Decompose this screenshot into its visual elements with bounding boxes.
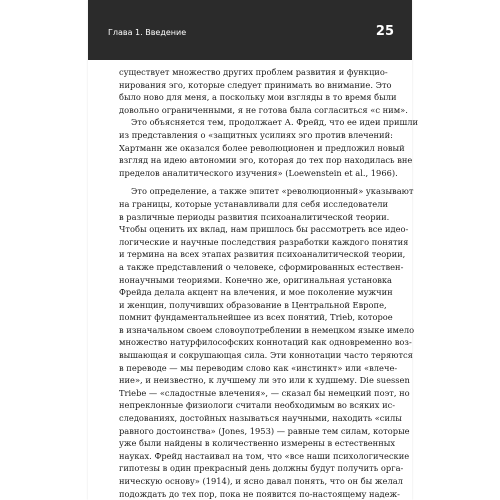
text-line: из представления о «защитных усилиях эго против влечений: (119, 129, 393, 140)
text-line: в переводе — мы переводим слово как «инстинкт» или «влече- (119, 362, 398, 373)
text-line: нонаучными теориями. Конечно же, оригинальная установка (119, 274, 392, 285)
text-line: ническую основу» (1914), и ясно давал понять, что он бы желал (119, 476, 403, 486)
chapter-title: Глава 1. Введение (108, 28, 187, 37)
text-line: Это определение, а также эпитет «революционный» указывают (131, 186, 414, 197)
text-line: Это объясняется тем, продолжает А. Фрейд, что ее идеи пришли (131, 117, 419, 128)
text-line: следованиях, достойных называться научными, находить «силы (119, 413, 402, 424)
text-line: взгляд на идею автономии эго, которая до тех пор находилась вне (119, 155, 413, 166)
text-line: подождать до тех пор, пока не появится по-настоящему надеж- (119, 488, 400, 499)
body-text (119, 66, 419, 500)
text-line: равного достоинства» (Jones, 1953) — равные тем силам, которые (119, 425, 410, 436)
text-line: в различные периоды развития психоаналитической теории. (119, 211, 390, 222)
text-line: уже были найдены в количественно измерены в естественных (119, 438, 396, 449)
page-number: 25 (375, 24, 394, 39)
text-line: вышающая и сокрушающая сила. Эти коннотации часто теряются (119, 350, 413, 361)
text-line: нирования эго, которые следует принимать во внимание. Это (119, 79, 392, 90)
paragraph-1 (119, 66, 408, 116)
text-line: науках. Фрейд настаивал на том, что «все наши психологические (119, 450, 410, 461)
text-line: и термина на всех этапах развития психоаналитической теории, (119, 249, 406, 260)
text-line: существует множество других проблем развития и функцио- (119, 67, 388, 77)
text-line: довольно ограниченными, я не готова была согласиться «с ним». (119, 104, 408, 115)
paragraph-3 (119, 185, 415, 500)
text-line: в изначальном своем словоупотреблении в немецком языке имело (119, 324, 415, 335)
text-line: было ново для меня, а поскольку мои взгляды в то время были (119, 92, 397, 103)
text-line: непреклонные физиологи считали необходимым во всяких ис- (119, 400, 396, 411)
text-line: Хартманн же оказался более революционен и предложил новый (119, 142, 405, 153)
book-page (88, 0, 419, 500)
text-line: множество натурфилософских коннотаций как одновременно воз- (119, 337, 412, 348)
text-line: Triebe — «сладостные влечения», — сказал бы немецкий поэт, но (119, 387, 410, 398)
paragraph-2 (119, 116, 419, 179)
text-line: ние», и неизвестно, к лучшему ли это или к худшему. Die suessen (119, 375, 410, 386)
text-line: и женщин, получивших образование в Центральной Европе, (119, 299, 387, 310)
text-line: логические и научные последствия разработки каждого понятия (119, 236, 409, 247)
text-line: а также представлений о человеке, сформированных естествен- (119, 261, 404, 272)
text-line: Фрейда делала акцент на влечения, и мое поколение мужчин (119, 287, 393, 298)
text-line: пределов аналитического изучения» (Loewenstein et al., 1966). (119, 167, 398, 178)
text-line: на границы, которые устанавливали для себя исследователи (119, 198, 388, 209)
text-line: помнит фундаментальнейшее из всех понятий, Trieb, которое (119, 312, 393, 323)
text-line: Чтобы оценить их вклад, нам пришлось бы рассмотреть все идео- (119, 224, 409, 235)
page-header (88, 0, 412, 60)
text-line: гипотезы в один прекрасный день должны будут получить орга- (119, 463, 404, 474)
